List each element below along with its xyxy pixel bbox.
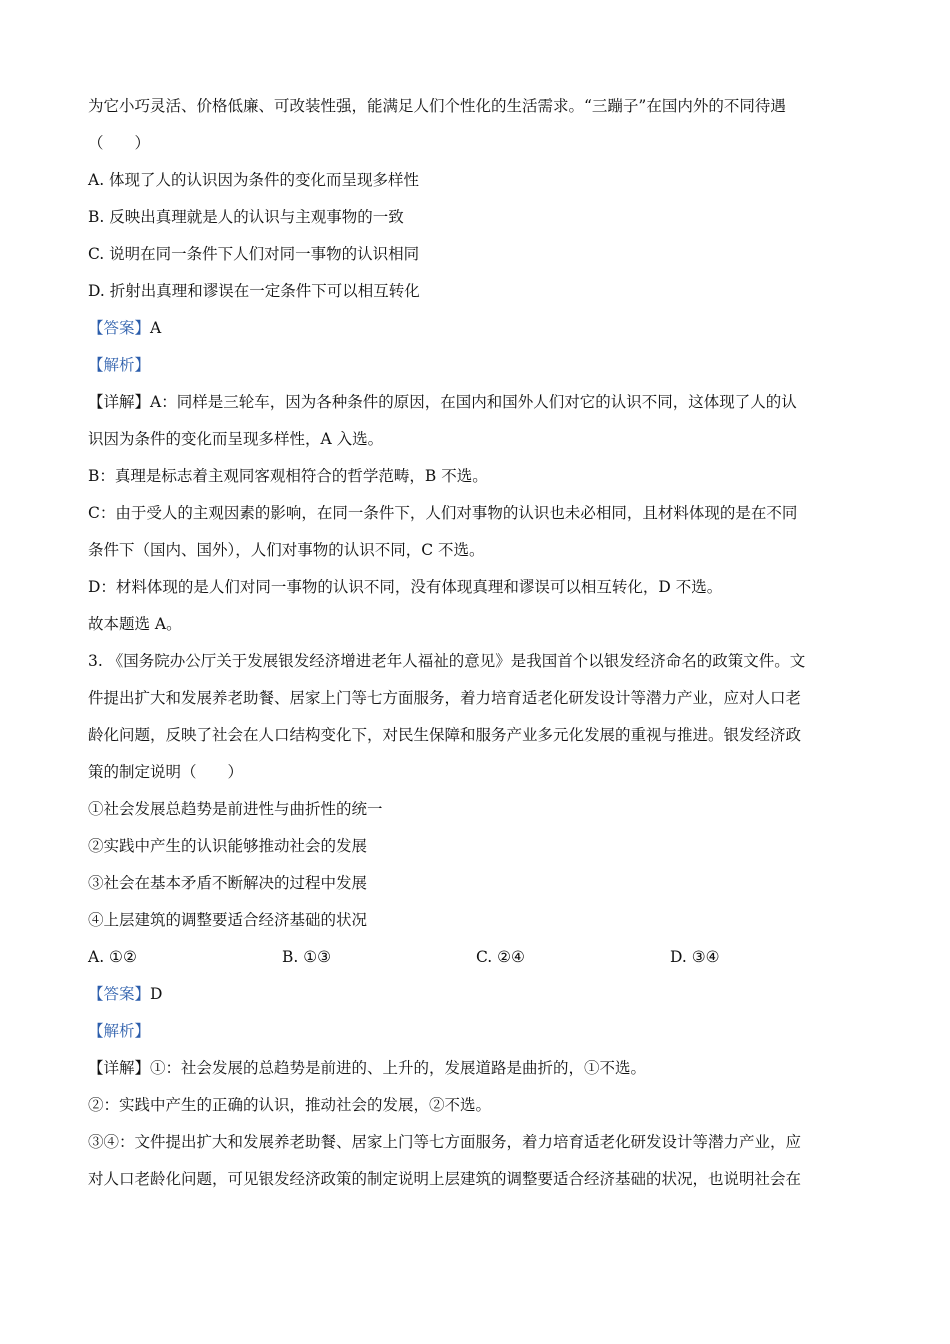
q3-stem-line: 策的制定说明（ ）: [88, 763, 244, 781]
detail-tag: 【详解】: [88, 393, 151, 411]
q2-detail-line: B：真理是标志着主观同客观相符合的哲学范畴，B 不选。: [88, 467, 488, 485]
q2-stem-paren: （ ）: [88, 134, 151, 152]
q2-detail-line: C：由于受人的主观因素的影响，在同一条件下，人们对事物的认识也未必相同，且材料体现的是在不同: [88, 504, 798, 522]
answer-tag: 【答案】: [88, 985, 151, 1003]
detail-text: A：同样是三轮车，因为各种条件的原因，在国内和国外人们对它的认识不同，这体现了人的认: [150, 393, 797, 411]
q2-option-c: C. 说明在同一条件下人们对同一事物的认识相同: [88, 245, 420, 263]
q3-statement-3: ③社会在基本矛盾不断解决的过程中发展: [88, 874, 368, 892]
q3-statement-4: ④上层建筑的调整要适合经济基础的状况: [88, 911, 368, 929]
q3-stem-line: 件提出扩大和发展养老助餐、居家上门等七方面服务，着力培育适老化研发设计等潜力产业，应对人口老: [88, 689, 802, 707]
q2-option-b: B. 反映出真理就是人的认识与主观事物的一致: [88, 208, 404, 226]
q3-choice-a: A. ①②: [88, 948, 137, 966]
q3-choice-b: B. ①③: [282, 948, 332, 966]
q2-detail-line: D：材料体现的是人们对同一事物的认识不同，没有体现真理和谬误可以相互转化，D 不选。: [88, 578, 723, 596]
q3-detail-line: [88, 1050, 868, 1087]
q2-detail-line: 识因为条件的变化而呈现多样性，A 入选。: [88, 430, 384, 448]
q2-option-a: A. 体现了人的认识因为条件的变化而呈现多样性: [88, 171, 420, 189]
q3-statement-1: ①社会发展总趋势是前进性与曲折性的统一: [88, 800, 383, 818]
q3-stem-line: 3. 《国务院办公厅关于发展银发经济增进老年人福祉的意见》是我国首个以银发经济命名的政策文件。文: [88, 652, 806, 670]
detail-text: ①：社会发展的总趋势是前进的、上升的，发展道路是曲折的，①不选。: [150, 1059, 647, 1077]
q3-detail-line: ②：实践中产生的正确的认识，推动社会的发展，②不选。: [88, 1096, 492, 1114]
q2-answer: [88, 310, 868, 347]
q2-analysis: [88, 347, 868, 384]
q3-detail-line: 对人口老龄化问题，可见银发经济政策的制定说明上层建筑的调整要适合经济基础的状况，也说明社会在: [88, 1170, 802, 1188]
q3-stem-line: 龄化问题，反映了社会在人口结构变化下，对民生保障和服务产业多元化发展的重视与推进。银发经济政: [88, 726, 802, 744]
q3-detail-line: ③④：文件提出扩大和发展养老助餐、居家上门等七方面服务，着力培育适老化研发设计等潜力产业，应: [88, 1133, 802, 1151]
q2-conclusion: 故本题选 A。: [88, 615, 182, 633]
q2-detail-line: 条件下（国内、国外），人们对事物的认识不同，C 不选。: [88, 541, 485, 559]
answer-value: D: [150, 985, 163, 1003]
answer-value: A: [150, 319, 162, 337]
q2-stem-line: 为它小巧灵活、价格低廉、可改装性强，能满足人们个性化的生活需求。“三蹦子”在国内外的不同待遇: [88, 97, 786, 115]
q3-choice-d: D. ③④: [670, 948, 720, 966]
detail-tag: 【详解】: [88, 1059, 151, 1077]
q3-analysis: [88, 1013, 868, 1050]
q2-option-d: D. 折射出真理和谬误在一定条件下可以相互转化: [88, 282, 420, 300]
q3-choice-c: C. ②④: [476, 948, 525, 966]
q3-choices: [88, 939, 868, 976]
analysis-tag: 【解析】: [88, 1022, 151, 1040]
q3-answer: [88, 976, 868, 1013]
analysis-tag: 【解析】: [88, 356, 151, 374]
q3-statement-2: ②实践中产生的认识能够推动社会的发展: [88, 837, 368, 855]
document-page: [88, 88, 868, 1198]
q2-detail-line: [88, 384, 868, 421]
answer-tag: 【答案】: [88, 319, 151, 337]
